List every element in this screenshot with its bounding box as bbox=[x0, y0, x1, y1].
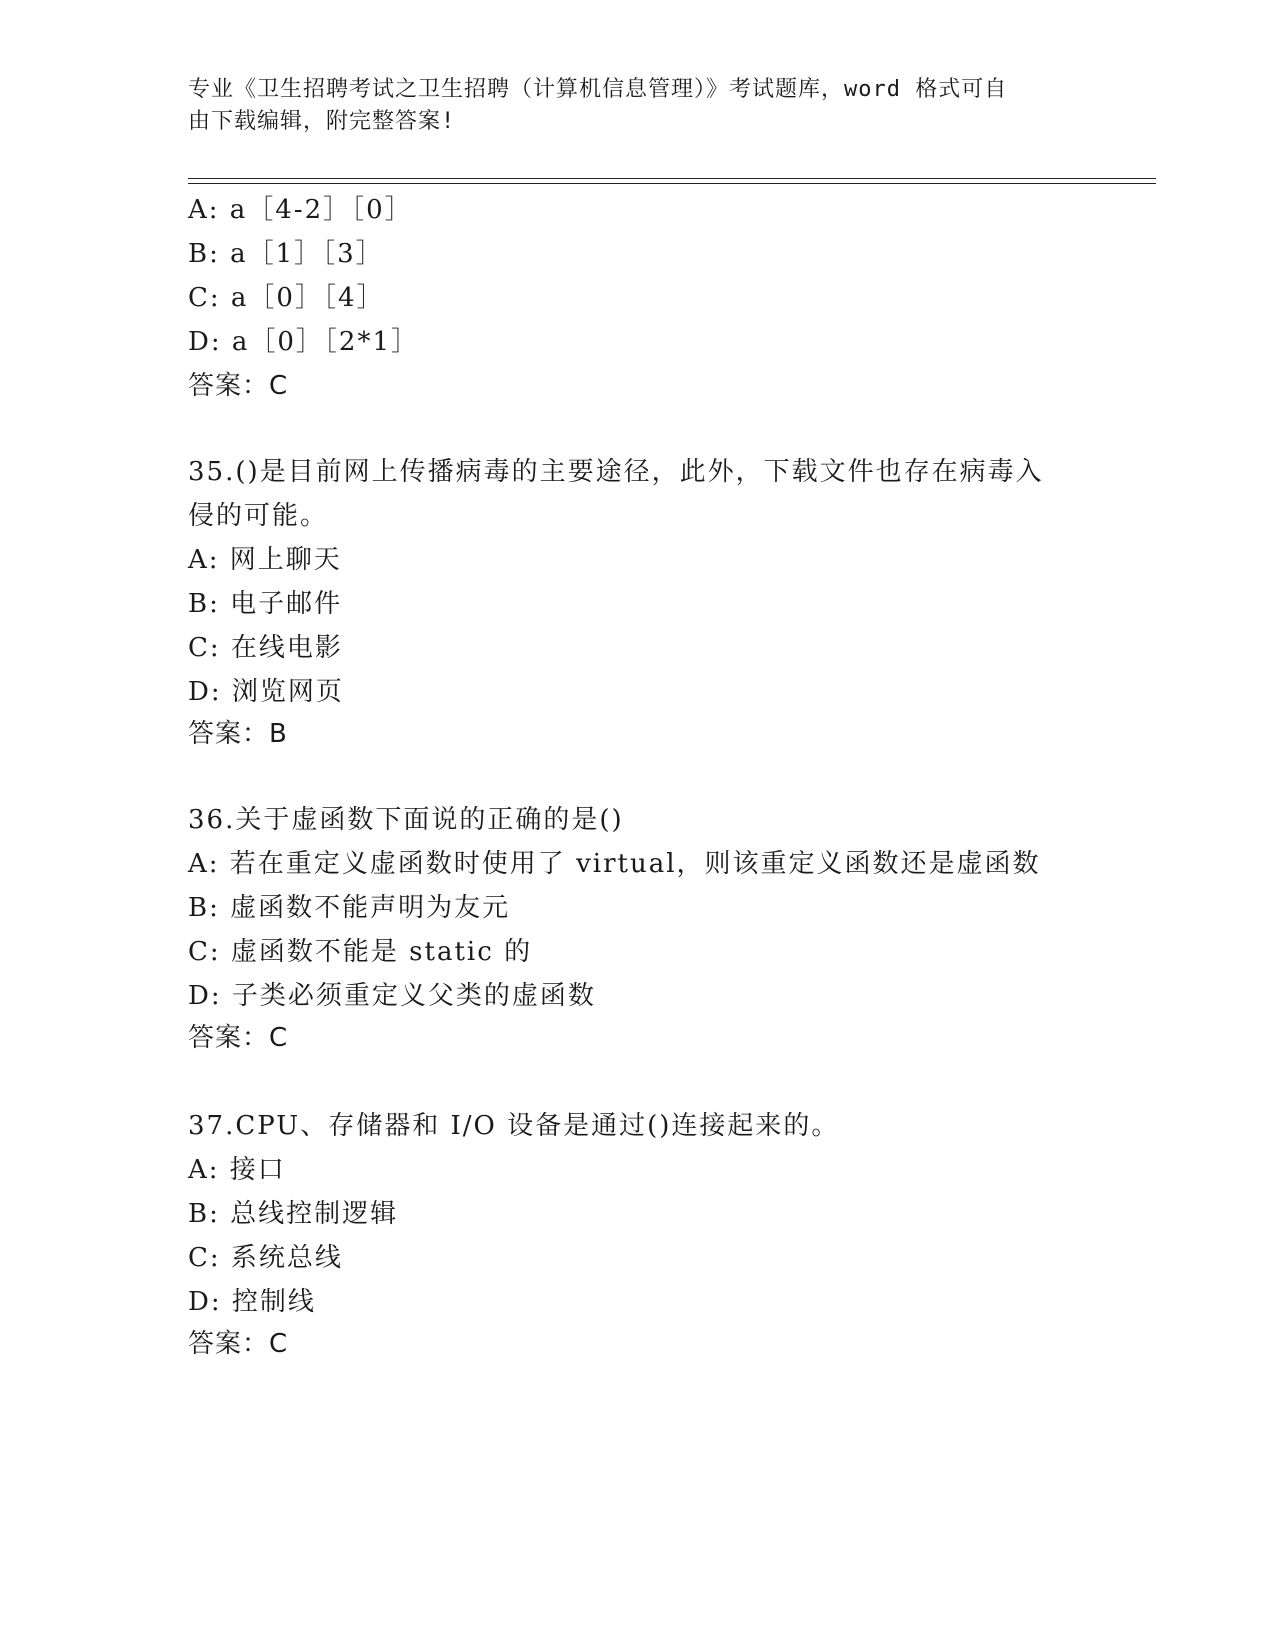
q34-answer: 答案：C bbox=[188, 371, 289, 401]
q34-option-c: C: a［0］［4］ bbox=[188, 283, 385, 313]
header-rule-bottom bbox=[188, 183, 1156, 184]
q34-option-d: D: a［0］［2*1］ bbox=[188, 327, 419, 357]
q37-option-c: C: 系统总线 bbox=[188, 1243, 343, 1273]
header-rule-top bbox=[188, 178, 1156, 179]
q36-option-c: C: 虚函数不能是 static 的 bbox=[188, 937, 533, 967]
q36-question: 36.关于虚函数下面说的正确的是() bbox=[188, 805, 624, 835]
q35-option-a: A: 网上聊天 bbox=[188, 545, 342, 575]
document-header bbox=[188, 74, 1088, 138]
q37-option-a: A: 接口 bbox=[188, 1155, 286, 1185]
q35-option-d: D: 浏览网页 bbox=[188, 677, 344, 707]
q36-option-a: A: 若在重定义虚函数时使用了 virtual，则该重定义函数还是虚函数 bbox=[188, 849, 1041, 879]
q34-option-b: B: a［1］［3］ bbox=[188, 239, 384, 269]
header-line-1: 专业《卫生招聘考试之卫生招聘（计算机信息管理）》考试题库，word 格式可自 bbox=[188, 77, 1008, 102]
q34-option-a: A: a［4-2］［0］ bbox=[188, 195, 413, 225]
header-line-2: 由下载编辑，附完整答案! bbox=[188, 109, 456, 134]
q37-question: 37.CPU、存储器和 I/O 设备是通过()连接起来的。 bbox=[188, 1111, 840, 1141]
q35-option-b: B: 电子邮件 bbox=[188, 589, 343, 619]
q35-question-line-1: 35.()是目前网上传播病毒的主要途径，此外，下载文件也存在病毒入 bbox=[188, 457, 1044, 487]
q36-option-b: B: 虚函数不能声明为友元 bbox=[188, 893, 511, 923]
q35-answer: 答案：B bbox=[188, 719, 288, 749]
q36-answer: 答案：C bbox=[188, 1023, 289, 1053]
q37-option-d: D: 控制线 bbox=[188, 1287, 316, 1317]
q35-option-c: C: 在线电影 bbox=[188, 633, 343, 663]
q37-answer: 答案：C bbox=[188, 1329, 289, 1359]
q37-option-b: B: 总线控制逻辑 bbox=[188, 1199, 399, 1229]
q36-option-d: D: 子类必须重定义父类的虚函数 bbox=[188, 981, 596, 1011]
q35-question-line-2: 侵的可能。 bbox=[188, 501, 329, 531]
